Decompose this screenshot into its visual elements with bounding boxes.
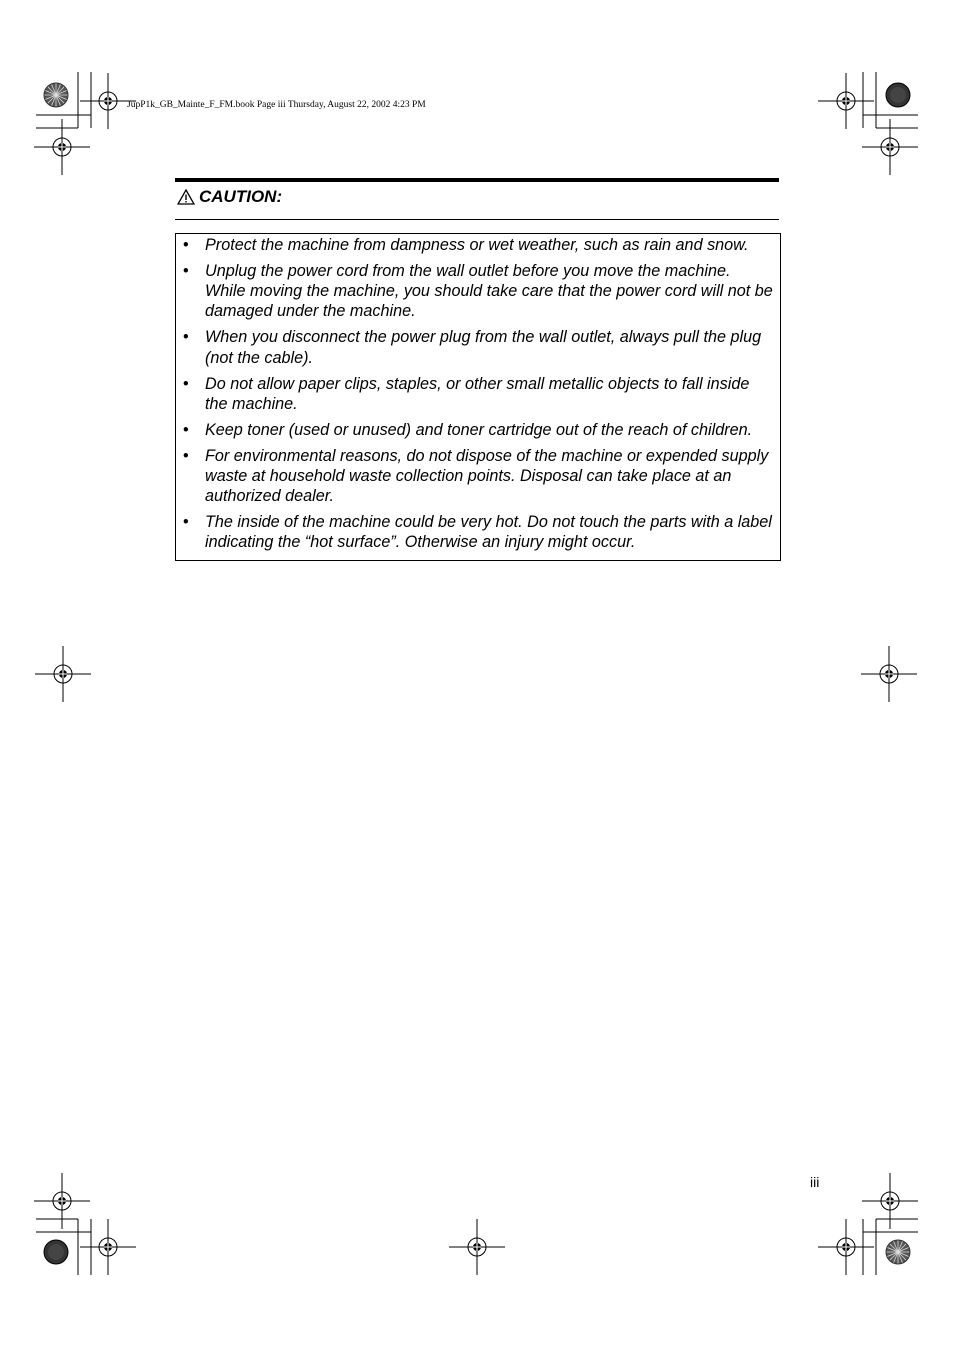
bullet-icon: • xyxy=(183,328,189,347)
caution-item-text: Unplug the power cord from the wall outlet before you move the machine. While moving the machine, you should take care that the power cord will not be damaged under the machine. xyxy=(205,262,773,321)
bullet-icon: • xyxy=(183,420,189,439)
warning-triangle-icon xyxy=(177,189,195,205)
caution-item-text: Keep toner (used or unused) and toner cartridge out of the reach of children. xyxy=(205,420,753,439)
caution-item-text: Protect the machine from dampness or wet weather, such as rain and snow. xyxy=(205,236,749,254)
bullet-icon: • xyxy=(183,513,189,532)
caution-item xyxy=(182,235,774,255)
caution-item-text: The inside of the machine could be very hot. Do not touch the parts with a label indicating the “hot surface”. Otherwise an injury might occur. xyxy=(205,513,772,552)
caution-list xyxy=(182,235,774,553)
page-number: iii xyxy=(810,1174,820,1190)
caution-item xyxy=(182,327,774,367)
caution-box xyxy=(175,233,781,561)
caution-item xyxy=(182,420,774,440)
caution-item xyxy=(182,512,774,552)
caution-top-rule xyxy=(175,178,779,182)
bullet-icon: • xyxy=(183,236,189,254)
caution-item xyxy=(182,374,774,414)
caution-item-text: Do not allow paper clips, staples, or other small metallic objects to fall inside the machine. xyxy=(205,374,750,413)
caution-title: CAUTION: xyxy=(199,187,283,206)
caution-item xyxy=(182,261,774,322)
caution-item xyxy=(182,446,774,507)
print-file-info: JupP1k_GB_Mainte_F_FM.book Page iii Thursday, August 22, 2002 4:23 PM xyxy=(127,100,426,110)
bullet-icon: • xyxy=(183,446,189,465)
caution-item-text: When you disconnect the power plug from the wall outlet, always pull the plug (not the cable). xyxy=(205,328,762,367)
caution-bottom-rule xyxy=(175,219,779,220)
caution-heading xyxy=(177,187,282,207)
bullet-icon: • xyxy=(183,374,189,393)
caution-item-text: For environmental reasons, do not dispose of the machine or expended supply waste at household waste collection points. Disposal can take place at an authorized dealer. xyxy=(205,446,769,506)
bullet-icon: • xyxy=(183,262,189,280)
